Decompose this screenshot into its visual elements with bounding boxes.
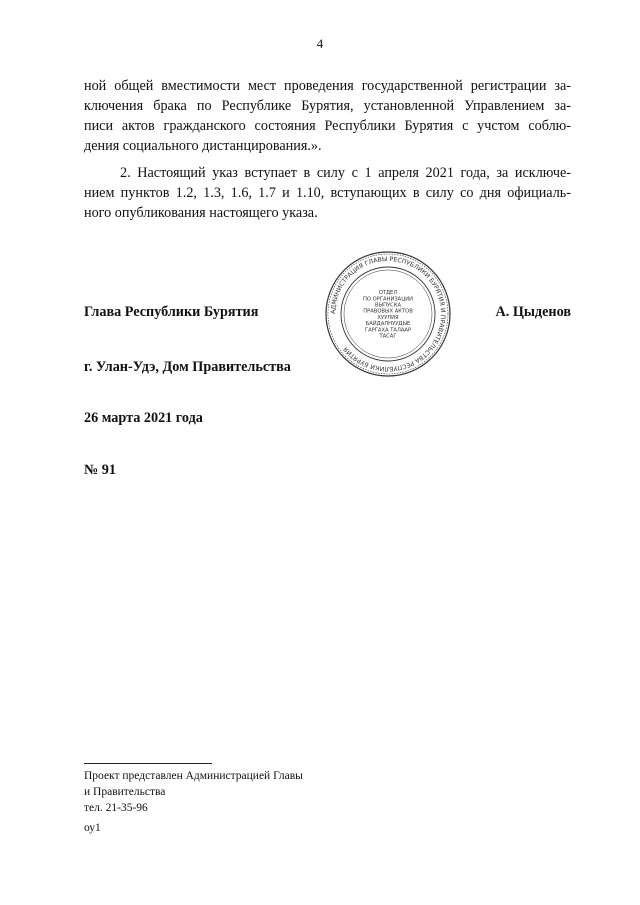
footnote — [84, 768, 303, 816]
decree-number: № 91 — [84, 462, 116, 478]
text-line: нием пунктов 1.2, 1.3, 1.6, 1.7 и 1.10, вступающих в силу со дня официаль- — [84, 185, 571, 201]
footnote-line: тел. 21-35-96 — [84, 802, 148, 814]
signatory-name: А. Цыденов — [495, 304, 571, 320]
seal-ring-text: АДМИНИСТРАЦИЯ ГЛАВЫ РЕСПУБЛИКИ БУРЯТИЯ И ПРАВИТЕЛЬСТВА РЕСПУБЛИКИ БУРЯТИЯ — [329, 255, 447, 373]
seal-center-line: ГАРГАХА ТАЛААР — [364, 327, 412, 334]
signatory-position: Глава Республики Бурятия — [84, 304, 259, 320]
seal-center-line: ПРАВОВЫХ АКТОВ — [363, 308, 413, 315]
seal-center-line: ПО ОРГАНИЗАЦИИ — [362, 296, 414, 303]
signing-date: 26 марта 2021 года — [84, 410, 203, 426]
document-code: оу1 — [84, 822, 101, 834]
official-seal-stamp — [324, 250, 452, 378]
footnote-line: и Правительства — [84, 786, 166, 798]
text-line: ного опубликования настоящего указа. — [84, 205, 318, 221]
seal-center-line: ХУУЛИЯ — [377, 314, 399, 321]
text-line: ной общей вместимости мест проведения государственной регистрации за- — [84, 78, 571, 94]
paragraph-effective-date — [84, 163, 571, 223]
signing-place: г. Улан-Удэ, Дом Правительства — [84, 359, 291, 375]
text-line: ключения брака по Республике Бурятия, установленной Управлением за- — [84, 98, 571, 114]
page-number: 4 — [316, 36, 324, 51]
paragraph-continued — [84, 76, 571, 156]
seal-center-line: ТАСАГ — [379, 333, 397, 340]
seal-center-text — [363, 290, 413, 339]
text-line: 2. Настоящий указ вступает в силу с 1 апреля 2021 года, за исключе- — [120, 165, 571, 181]
seal-center-line: БАЙДАЛНУУДЫЕ — [365, 321, 411, 328]
footnote-divider — [84, 763, 212, 764]
seal-center-line: ВЫПУСКА — [374, 302, 402, 309]
footnote-line: Проект представлен Администрацией Главы — [84, 770, 303, 782]
text-line: писи актов гражданского состояния Республики Бурятия с учстом соблю- — [84, 118, 571, 134]
text-line: дения социального дистанцирования.». — [84, 138, 322, 154]
seal-center-line: ОТДЕЛ — [378, 290, 398, 297]
